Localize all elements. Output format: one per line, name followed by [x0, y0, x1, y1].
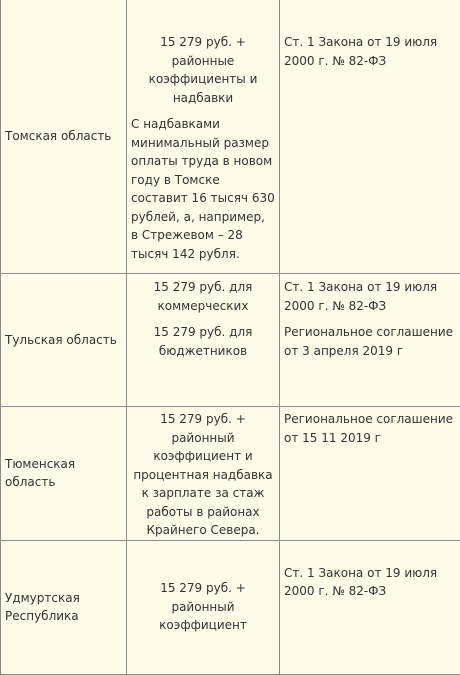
- law-text: Ст. 1 Закона от 19 июля 2000 г. № 82-ФЗ: [284, 564, 456, 601]
- table-row: [1, 407, 460, 541]
- table-row: [1, 0, 460, 274]
- amount-text: 15 279 руб. + районный коэффициент и процентная надбавка к зарплате за стаж работы в районах Крайнего Севера.: [131, 410, 275, 540]
- law-text: Ст. 1 Закона от 19 июля 2000 г. № 82-ФЗ: [284, 278, 456, 315]
- region-cell: Тюменская область: [1, 407, 127, 541]
- table-row: [1, 540, 460, 674]
- law-cell: [280, 407, 460, 541]
- region-cell: Удмуртская Республика: [1, 540, 127, 674]
- amount-cell: [127, 0, 280, 274]
- amount-cell: [127, 407, 280, 541]
- amount-text: 15 279 руб. для коммерческих: [131, 278, 275, 315]
- amount-cell: [127, 274, 280, 407]
- amount-note: С надбавками минимальный размер оплаты труда в новом году в Томске составит 16 тысяч 630 рублей, а, например, в Стрежевом – 28 тысяч 142 рубля.: [131, 115, 275, 263]
- law-cell: [280, 0, 460, 274]
- amount-text: 15 279 руб. для бюджетников: [131, 323, 275, 360]
- law-text: Ст. 1 Закона от 19 июля 2000 г. № 82-ФЗ: [284, 33, 456, 70]
- region-cell: Тульская область: [1, 274, 127, 407]
- amount-text: 15 279 руб. + районные коэффициенты и надбавки: [131, 33, 275, 107]
- amount-cell: [127, 540, 280, 674]
- law-text: Региональное соглашение от 15 11 2019 г: [284, 410, 456, 447]
- region-cell: Томская область: [1, 0, 127, 274]
- law-cell: [280, 540, 460, 674]
- law-cell: [280, 274, 460, 407]
- law-text: Региональное соглашение от 3 апреля 2019 г: [284, 323, 456, 360]
- amount-text: 15 279 руб. + районный коэффициент: [131, 579, 275, 635]
- table-row: [1, 274, 460, 407]
